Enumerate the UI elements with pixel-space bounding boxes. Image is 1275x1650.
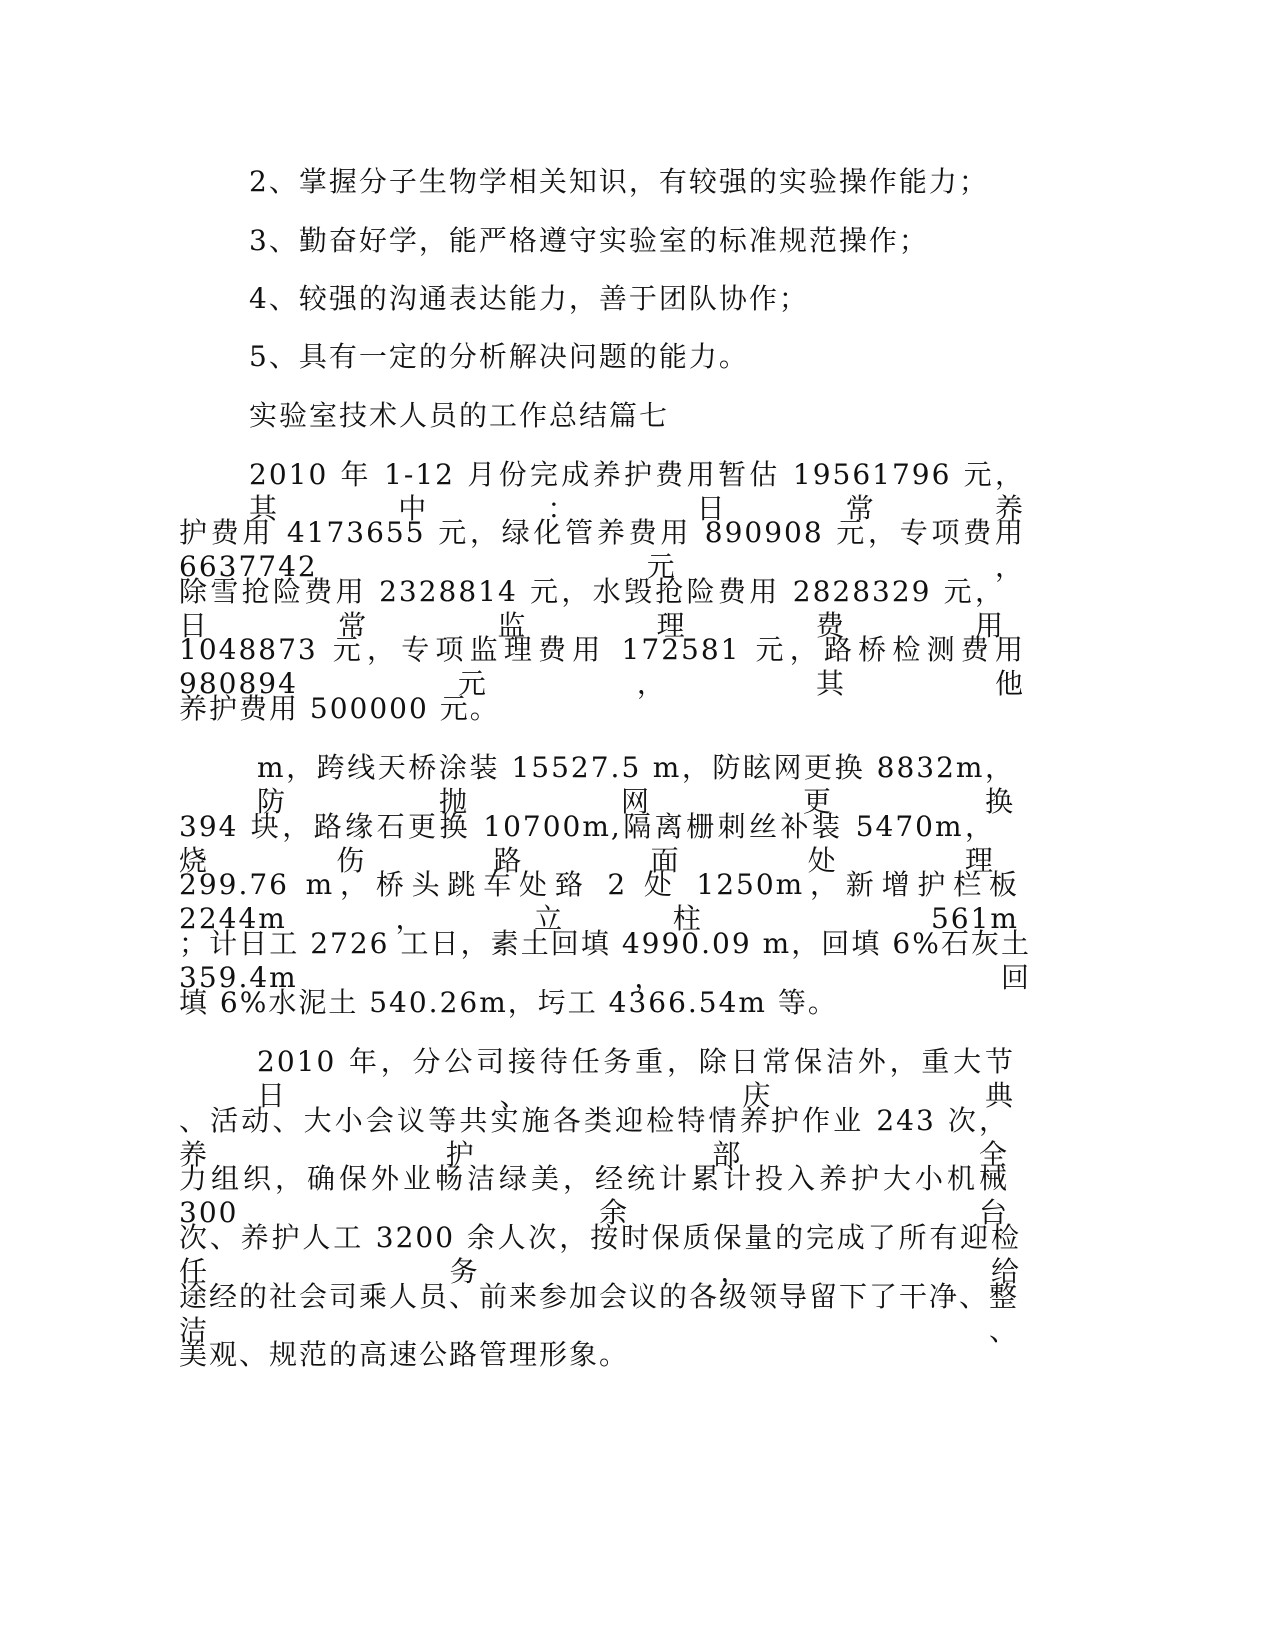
paragraph-3-line: 、活动、大小会议等共实施各类迎检特情养护作业 243 次，养护部全 bbox=[179, 1104, 1009, 1171]
paragraph-1-line: 养护费用 500000 元。 bbox=[179, 692, 500, 725]
list-item: 2、掌握分子生物学相关知识，有较强的实验操作能力； bbox=[249, 165, 989, 198]
paragraph-2-line: 299.76 m，桥头跳车处臵 2 处 1250m，新增护栏板 2244m，立柱 561m bbox=[179, 868, 1019, 935]
paragraph-3-line: 2010 年，分公司接待任务重，除日常保洁外，重大节日、庆典 bbox=[257, 1045, 1015, 1112]
paragraph-2-line: m，跨线天桥涂装 15527.5 m，防眩网更换 8832m，防抛网更换 bbox=[257, 751, 1015, 818]
paragraph-3-line: 途经的社会司乘人员、前来参加会议的各级领导留下了干净、整洁、 bbox=[179, 1280, 1020, 1347]
list-item: 4、较强的沟通表达能力，善于团队协作； bbox=[249, 282, 809, 315]
section-title: 实验室技术人员的工作总结篇七 bbox=[249, 399, 670, 432]
paragraph-1-line: 1048873 元，专项监理费用 172581 元，路桥检测费用 980894 元，其他 bbox=[179, 633, 1025, 700]
list-item: 5、具有一定的分析解决问题的能力。 bbox=[249, 340, 749, 373]
paragraph-2-line: 填 6%水泥土 540.26m，圬工 4366.54m 等。 bbox=[179, 986, 838, 1019]
paragraph-2-line: 394 块，路缘石更换 10700m,隔离栅刺丝补装 5470m，烧伤路面处理 bbox=[179, 810, 995, 877]
paragraph-1-line: 2010 年 1-12 月份完成养护费用暂估 19561796 元，其中：日常养 bbox=[249, 458, 1025, 525]
list-item: 3、勤奋好学，能严格遵守实验室的标准规范操作； bbox=[249, 224, 929, 257]
paragraph-3-line: 力组织，确保外业畅洁绿美，经统计累计投入养护大小机械 300 余台 bbox=[179, 1162, 1009, 1229]
paragraph-1-line: 除雪抢险费用 2328814 元，水毁抢险费用 2828329 元，日常监理费用 bbox=[179, 575, 1005, 642]
paragraph-1-line: 护费用 4173655 元，绿化管养费用 890908 元，专项费用 6637742 元， bbox=[179, 516, 1025, 583]
paragraph-3-line: 美观、规范的高速公路管理形象。 bbox=[179, 1338, 630, 1371]
paragraph-3-line: 次、养护人工 3200 余人次，按时保质保量的完成了所有迎检任务，给 bbox=[179, 1221, 1021, 1288]
paragraph-2-line: ；计日工 2726 工日，素土回填 4990.09 m，回填 6%石灰土 359.4m，回 bbox=[179, 927, 1031, 994]
